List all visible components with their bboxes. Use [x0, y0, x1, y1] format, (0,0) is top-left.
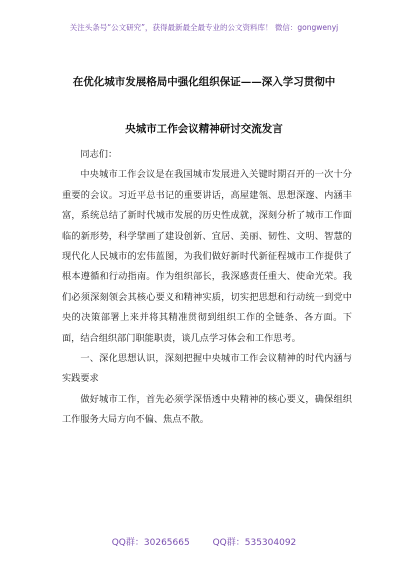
document-body — [62, 145, 352, 431]
paragraph-section-1: 做好城市工作，首先必须学深悟透中央精神的核心要义，确保组织工作服务大局方向不偏、焦点不散。 — [62, 393, 352, 426]
header-notice: 关注头条号“公文研究”，获得最新最全最专业的公文资料库！ 微信：gongwenyj — [69, 23, 339, 32]
footer-contacts — [0, 535, 408, 548]
document-title-line-2: 央城市工作会议精神研讨交流发言 — [125, 123, 283, 135]
footer-qq-group-2: QQ群：535304092 — [212, 538, 297, 548]
paragraph-intro: 中央城市工作会议是在我国城市发展进入关键时期召开的一次十分重要的会议。习近平总书记的重要讲话，高屋建瓴、思想深邃、内涵丰富，系统总结了新时代城市发展的历史性成就，深刻分析了城市工作面临的新形势，科学擘画了建设创新、宜居、美丽、韧性、文明、智慧的现代化人民城市的宏伟蓝图，为我们做好新时代新征程城市工作提供了根本遵循和行动指南。作为组织部长，我深感责任重大、使命光荣。我们必须深刻领会其核心要义和精神实质，切实把思想和行动统一到党中央的决策部署上来并将其精准贯彻到组织工作的全链条、各方面。下面，结合组织部门职能职责，谈几点学习体会和工作思考。 — [62, 169, 352, 344]
document-title-line-1: 在优化城市发展格局中强化组织保证——深入学习贯彻中 — [72, 76, 336, 88]
section-heading-1: 一、深化思想认识，深刻把握中央城市工作会议精神的时代内涵与实践要求 — [62, 353, 352, 385]
footer-qq-group-1: QQ群：30265665 — [111, 538, 190, 548]
greeting: 同志们： — [80, 149, 118, 160]
